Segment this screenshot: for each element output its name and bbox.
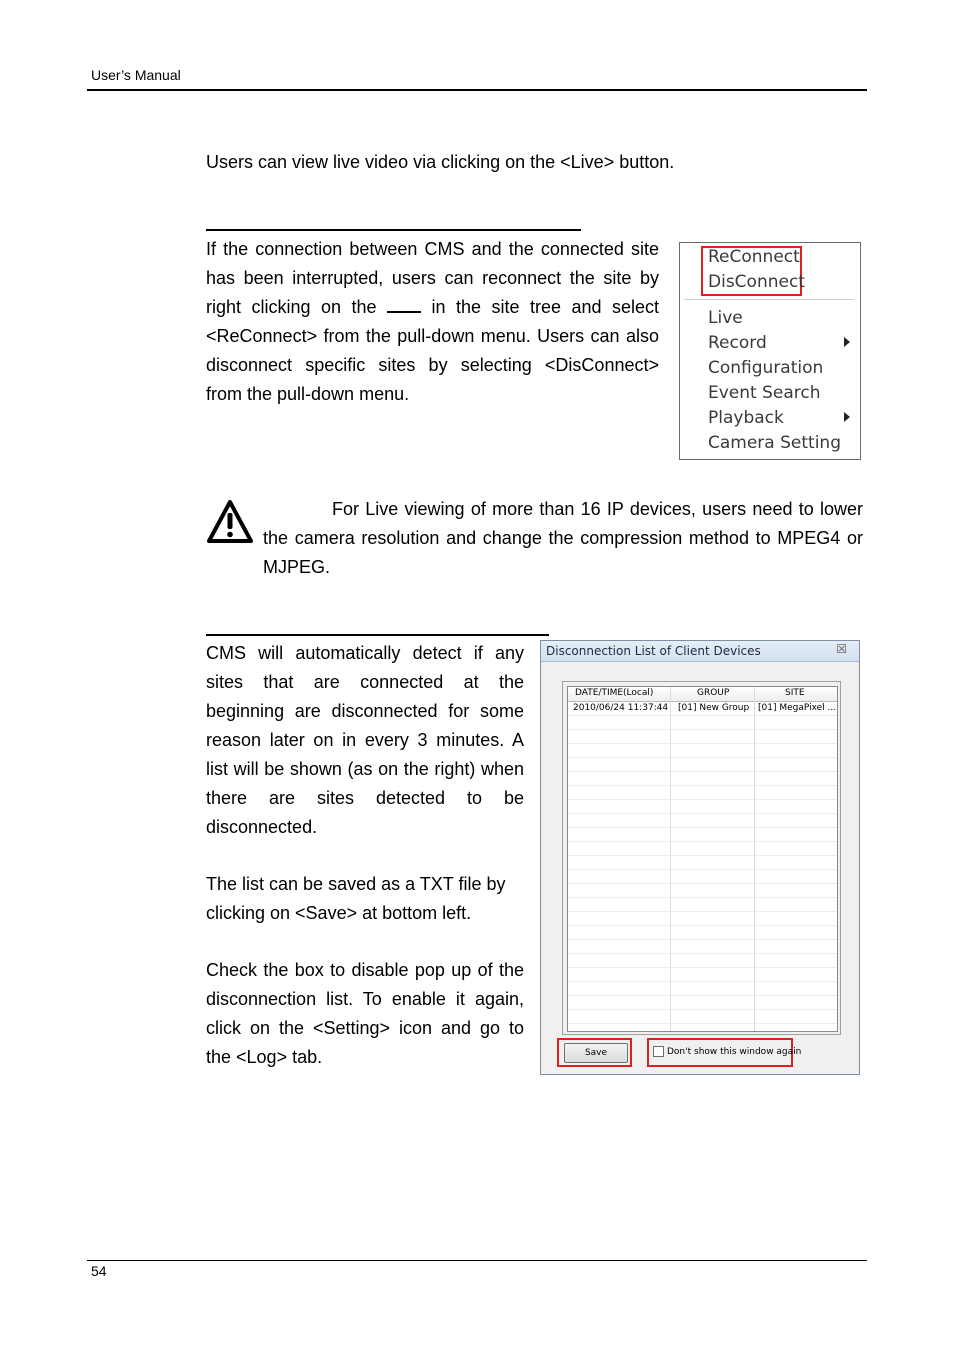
cell-group: [01] New Group xyxy=(678,703,750,713)
row-gridline xyxy=(568,841,837,842)
section-heading-rule xyxy=(206,229,581,231)
row-gridline xyxy=(568,771,837,772)
save-paragraph: The list can be saved as a TXT file by clicking on <Save> at bottom left. xyxy=(206,874,506,923)
menu-separator xyxy=(684,299,854,300)
row-gridline xyxy=(568,981,837,982)
save-button[interactable]: Save xyxy=(564,1043,628,1063)
list-group-box xyxy=(562,681,841,1035)
reconnect-text-end: in the site tree and select <ReConnect> from the pull-down menu. Users can also disconnect specific sites by selecting <DisConnect> from the pull-down menu. xyxy=(206,297,659,404)
running-header: User’s Manual xyxy=(91,67,181,83)
live-paragraph: Users can view live video via clicking on the <Live> button. xyxy=(206,152,675,172)
row-gridline xyxy=(568,715,837,716)
context-menu xyxy=(679,242,861,460)
section-heading-rule xyxy=(206,634,549,636)
menu-item-disconnect[interactable]: DisConnect xyxy=(708,272,805,292)
footer-rule xyxy=(87,1260,867,1261)
column-header-date[interactable]: DATE/TIME(Local) xyxy=(575,688,654,698)
checkbox-paragraph: Check the box to disable pop up of the disconnection list. To enable it again, click on the <Setting> icon and go to the <Log> tab. xyxy=(206,960,524,1067)
warning-note: For Live viewing of more than 16 IP devices, users need to lower the camera resolution and change the compression method to MPEG4 or MJPEG. xyxy=(263,499,863,577)
row-gridline xyxy=(568,883,837,884)
row-gridline xyxy=(568,813,837,814)
row-gridline xyxy=(568,855,837,856)
column-divider xyxy=(670,687,671,1031)
close-icon[interactable]: ☒ xyxy=(836,642,847,656)
row-gridline xyxy=(568,1009,837,1010)
row-gridline xyxy=(568,967,837,968)
row-gridline xyxy=(568,1023,837,1024)
row-gridline xyxy=(568,743,837,744)
dialog-title-bar xyxy=(541,641,859,662)
row-gridline xyxy=(568,827,837,828)
row-gridline xyxy=(568,925,837,926)
disconnection-list-dialog xyxy=(540,640,860,1075)
row-gridline xyxy=(568,757,837,758)
menu-item-record[interactable]: Record xyxy=(708,333,767,353)
row-gridline xyxy=(568,911,837,912)
warning-triangle-icon xyxy=(206,499,254,545)
row-gridline xyxy=(568,897,837,898)
reconnect-text-start: If the connection between CMS and the connected site has been interrupted, users can reconnect the site by right clicking on the xyxy=(206,239,659,317)
header-rule xyxy=(87,89,867,91)
page-number: 54 xyxy=(91,1263,107,1279)
dialog-title: Disconnection List of Client Devices xyxy=(546,644,761,658)
menu-item-live[interactable]: Live xyxy=(708,308,743,328)
column-header-group[interactable]: GROUP xyxy=(697,688,730,698)
row-gridline xyxy=(568,869,837,870)
menu-item-configuration[interactable]: Configuration xyxy=(708,358,824,378)
cell-date: 2010/06/24 11:37:44 xyxy=(573,703,669,713)
row-gridline xyxy=(568,799,837,800)
row-gridline xyxy=(568,995,837,996)
cell-site: [01] MegaPixel ... xyxy=(758,703,837,713)
row-gridline xyxy=(568,729,837,730)
reconnect-paragraph xyxy=(206,235,659,409)
column-header-site[interactable]: SITE xyxy=(785,688,805,698)
row-gridline xyxy=(568,953,837,954)
list-header xyxy=(568,687,837,702)
column-divider xyxy=(754,687,755,1031)
checkbox-label: Don't show this window again xyxy=(667,1046,802,1057)
auto-detect-paragraph: CMS will automatically detect if any sites that are connected at the beginning are disconnected for some reason later on in every 3 minutes. A list will be shown (as on the right) when there are sites detected to be disconnected. xyxy=(206,643,524,837)
submenu-arrow-icon xyxy=(844,337,850,347)
menu-item-playback[interactable]: Playback xyxy=(708,408,784,428)
blank-underline xyxy=(387,297,421,313)
submenu-arrow-icon xyxy=(844,412,850,422)
dont-show-checkbox[interactable] xyxy=(653,1046,801,1057)
menu-item-event-search[interactable]: Event Search xyxy=(708,383,821,403)
menu-item-camera-setting[interactable]: Camera Setting xyxy=(708,433,841,453)
checkbox-box[interactable] xyxy=(653,1046,664,1057)
row-gridline xyxy=(568,939,837,940)
menu-item-reconnect[interactable]: ReConnect xyxy=(708,247,800,267)
disconnection-list[interactable] xyxy=(567,686,838,1032)
row-gridline xyxy=(568,785,837,786)
